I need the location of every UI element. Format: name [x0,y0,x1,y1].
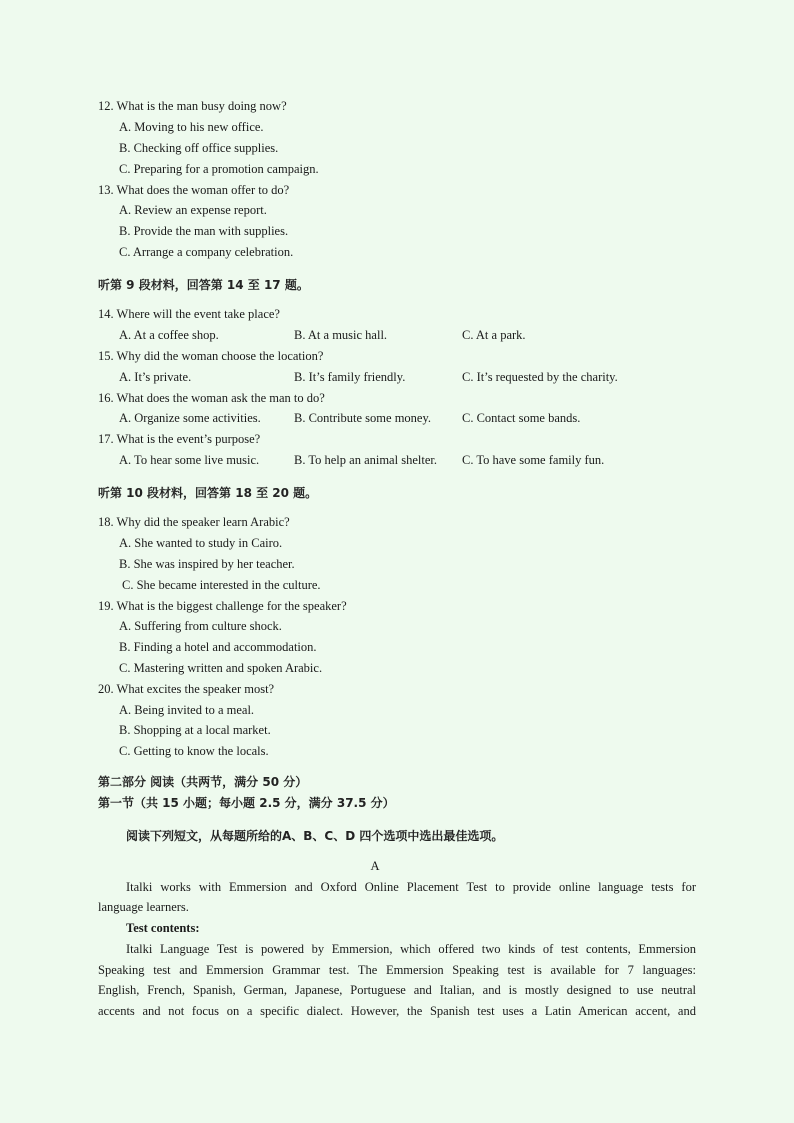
question-16: 16. What does the woman ask the man to do? [98,391,325,405]
option-13b: B. Provide the man with supplies. [119,224,289,238]
option-18a: A. She wanted to study in Cairo. [119,536,283,550]
question-17: 17. What is the event’s purpose? [98,432,261,446]
passage-paragraph-2-line-4: accents and not focus on a specific dialect. However, the Spanish test uses a Latin American accent, and [98,1004,696,1018]
question-12: 12. What is the man busy doing now? [98,99,287,113]
option-12b: B. Checking off office supplies. [119,141,279,155]
option-19c: C. Mastering written and spoken Arabic. [119,661,323,675]
option-17b: B. To help an animal shelter. [294,453,437,467]
passage-paragraph-2-line-3: English, French, Spanish, German, Japanese, Portuguese and Italian, and is mostly designed to use neutral [98,983,696,997]
question-15: 15. Why did the woman choose the location? [98,349,324,363]
option-16b: B. Contribute some money. [294,411,432,425]
option-13c: C. Arrange a company celebration. [119,245,294,259]
question-19: 19. What is the biggest challenge for the speaker? [98,599,347,613]
question-18: 18. Why did the speaker learn Arabic? [98,515,290,529]
test-contents-heading: Test contents: [126,921,200,935]
option-15a: A. It’s private. [119,370,192,384]
question-14: 14. Where will the event take place? [98,307,280,321]
option-14a: A. At a coffee shop. [119,328,219,342]
option-12a: A. Moving to his new office. [119,120,264,134]
section-9-heading: 听第 9 段材料，回答第 14 至 17 题。 [98,278,309,292]
option-14b: B. At a music hall. [294,328,388,342]
passage-paragraph-2-line-2: Speaking test and Emmersion Grammar test. The Emmersion Speaking test is available for 7 languages: [98,963,696,977]
option-16c: C. Contact some bands. [462,411,581,425]
option-14c: C. At a park. [462,328,526,342]
option-15c: C. It’s requested by the charity. [462,370,618,384]
option-16a: A. Organize some activities. [119,411,261,425]
question-13: 13. What does the woman offer to do? [98,183,290,197]
option-20b: B. Shopping at a local market. [119,723,271,737]
passage-paragraph-2-line-1: Italki Language Test is powered by Emmersion, which offered two kinds of test contents, Emmersion [126,942,696,956]
option-13a: A. Review an expense report. [119,203,267,217]
option-18b: B. She was inspired by her teacher. [119,557,295,571]
option-19b: B. Finding a hotel and accommodation. [119,640,317,654]
passage-paragraph-1-line-2: language learners. [98,900,189,914]
option-17c: C. To have some family fun. [462,453,605,467]
passage-paragraph-1-line-1: Italki works with Emmersion and Oxford Online Placement Test to provide online language tests for [126,880,696,894]
option-20c: C. Getting to know the locals. [119,744,269,758]
passage-label: A [370,859,380,873]
option-12c: C. Preparing for a promotion campaign. [119,162,319,176]
option-15b: B. It’s family friendly. [294,370,406,384]
option-17a: A. To hear some live music. [119,453,260,467]
reading-instruction: 阅读下列短文，从每题所给的A、B、C、D 四个选项中选出最佳选项。 [126,829,504,843]
option-20a: A. Being invited to a meal. [119,703,255,717]
option-18c: C. She became interested in the culture. [122,578,321,592]
question-20: 20. What excites the speaker most? [98,682,275,696]
option-19a: A. Suffering from culture shock. [119,619,282,633]
part2-subtitle: 第一节（共 15 小题；每小题 2.5 分，满分 37.5 分） [98,796,395,810]
part2-title: 第二部分 阅读（共两节，满分 50 分） [98,775,308,789]
section-10-heading: 听第 10 段材料，回答第 18 至 20 题。 [98,486,318,500]
